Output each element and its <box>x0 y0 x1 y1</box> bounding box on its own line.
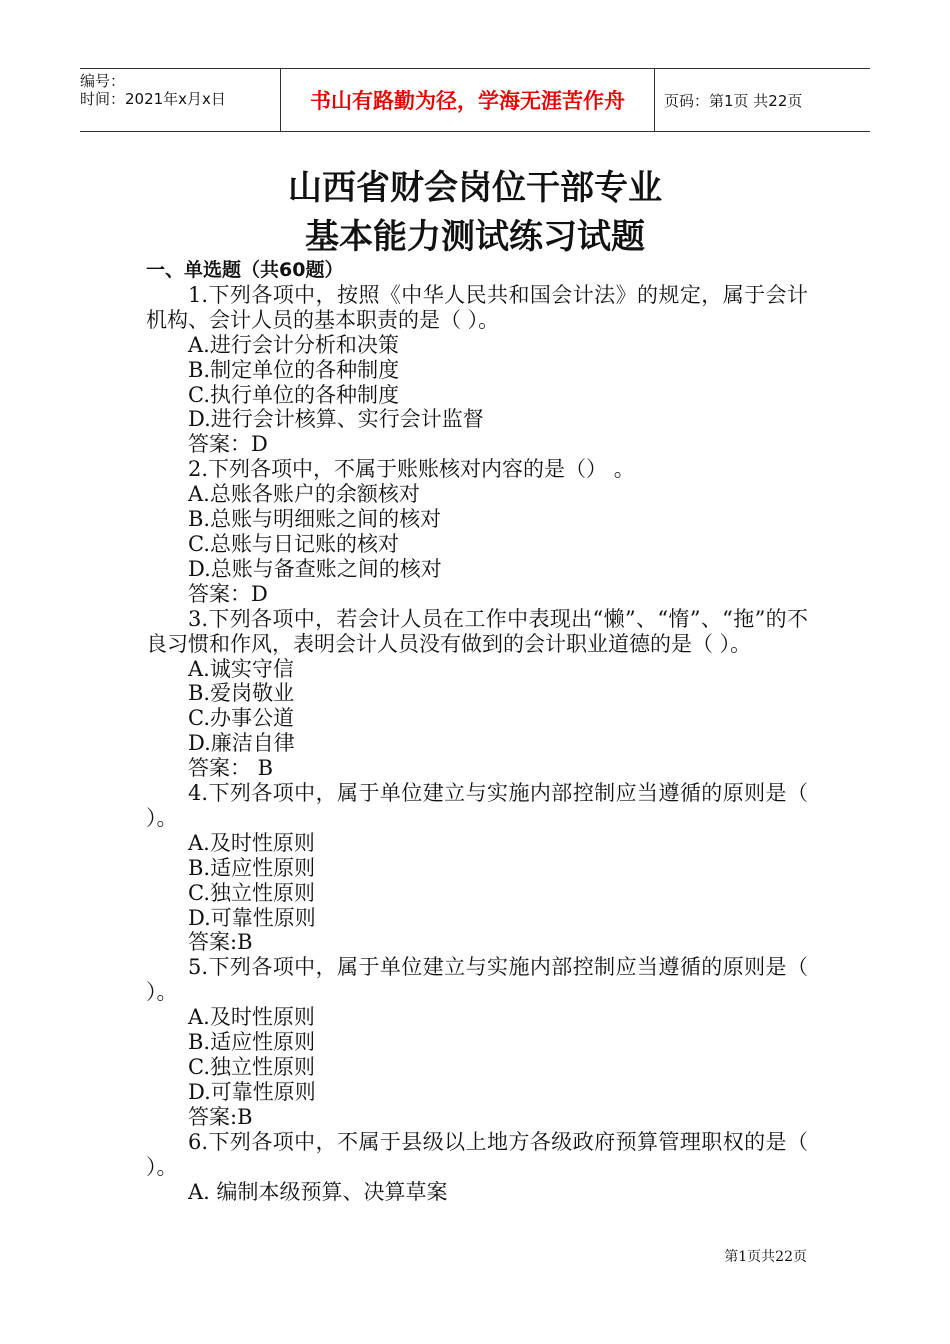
question-5 <box>146 955 808 1129</box>
answer: 答案:B <box>188 930 253 955</box>
answer: 答案：D <box>188 432 268 457</box>
option-d: D.总账与备查账之间的核对 <box>188 556 442 581</box>
option-b: B.制定单位的各种制度 <box>188 357 400 382</box>
option-d: D.进行会计核算、实行会计监督 <box>188 407 484 432</box>
option-c: C.执行单位的各种制度 <box>188 382 399 407</box>
option-d: D.可靠性原则 <box>188 905 316 930</box>
section-title: 一、单选题（共60题） <box>146 259 344 281</box>
option-a: A.总账各账户的余额核对 <box>188 482 420 507</box>
option-a: A. 编制本级预算、决算草案 <box>188 1179 448 1204</box>
option-b: B.适应性原则 <box>188 1030 316 1055</box>
question-stem: 6.下列各项中，不属于县级以上地方各级政府预算管理职权的是（ ）。 <box>146 1129 808 1179</box>
number-label: 编号： <box>80 72 126 90</box>
option-d: D.廉洁自律 <box>188 731 295 756</box>
question-stem: 5.下列各项中，属于单位建立与实施内部控制应当遵循的原则是（ ）。 <box>146 955 808 1005</box>
question-4 <box>146 781 808 955</box>
option-a: A.及时性原则 <box>188 1005 315 1030</box>
option-c: C.总账与日记账的核对 <box>188 531 399 556</box>
question-1 <box>146 283 808 457</box>
page-header <box>80 68 870 132</box>
question-3 <box>146 607 808 781</box>
question-stem: 2.下列各项中，不属于账账核对内容的是（） 。 <box>188 457 635 482</box>
option-c: C.独立性原则 <box>188 880 315 905</box>
option-b: B.适应性原则 <box>188 855 316 880</box>
question-6 <box>146 1130 808 1205</box>
header-page-label: 页码：第1页 共22页 <box>664 91 803 110</box>
question-2 <box>146 457 808 606</box>
option-a: A.诚实守信 <box>188 656 294 681</box>
header-meta <box>80 69 280 134</box>
question-stem: 3.下列各项中，若会计人员在工作中表现出“懒”、“惰”、“拖”的不良习惯和作风，表明会计人员没有做到的会计职业道德的是（ ）。 <box>146 606 808 656</box>
option-c: C.办事公道 <box>188 706 294 731</box>
header-motto: 书山有路勤为径，学海无涯苦作舟 <box>280 69 655 131</box>
option-b: B.爱岗敬业 <box>188 681 295 706</box>
answer: 答案： B <box>188 756 274 781</box>
answer: 答案:B <box>188 1104 253 1129</box>
option-c: C.独立性原则 <box>188 1055 315 1079</box>
option-b: B.总账与明细账之间的核对 <box>188 507 442 532</box>
option-d: D.可靠性原则 <box>188 1079 316 1104</box>
option-a: A.及时性原则 <box>188 830 315 855</box>
page-footer: 第1页共22页 <box>724 1249 807 1265</box>
answer: 答案：D <box>188 581 268 606</box>
question-list <box>146 258 808 1204</box>
document-title-line1: 山西省财会岗位干部专业 <box>288 168 662 208</box>
document-title-line2: 基本能力测试练习试题 <box>305 217 645 257</box>
option-a: A.进行会计分析和决策 <box>188 332 399 357</box>
question-stem: 1.下列各项中，按照《中华人民共和国会计法》的规定，属于会计机构、会计人员的基本职责的是（ ）。 <box>146 282 808 332</box>
time-label: 时间：2021年x月x日 <box>80 90 226 108</box>
question-stem: 4.下列各项中，属于单位建立与实施内部控制应当遵循的原则是（ ）。 <box>146 781 808 830</box>
